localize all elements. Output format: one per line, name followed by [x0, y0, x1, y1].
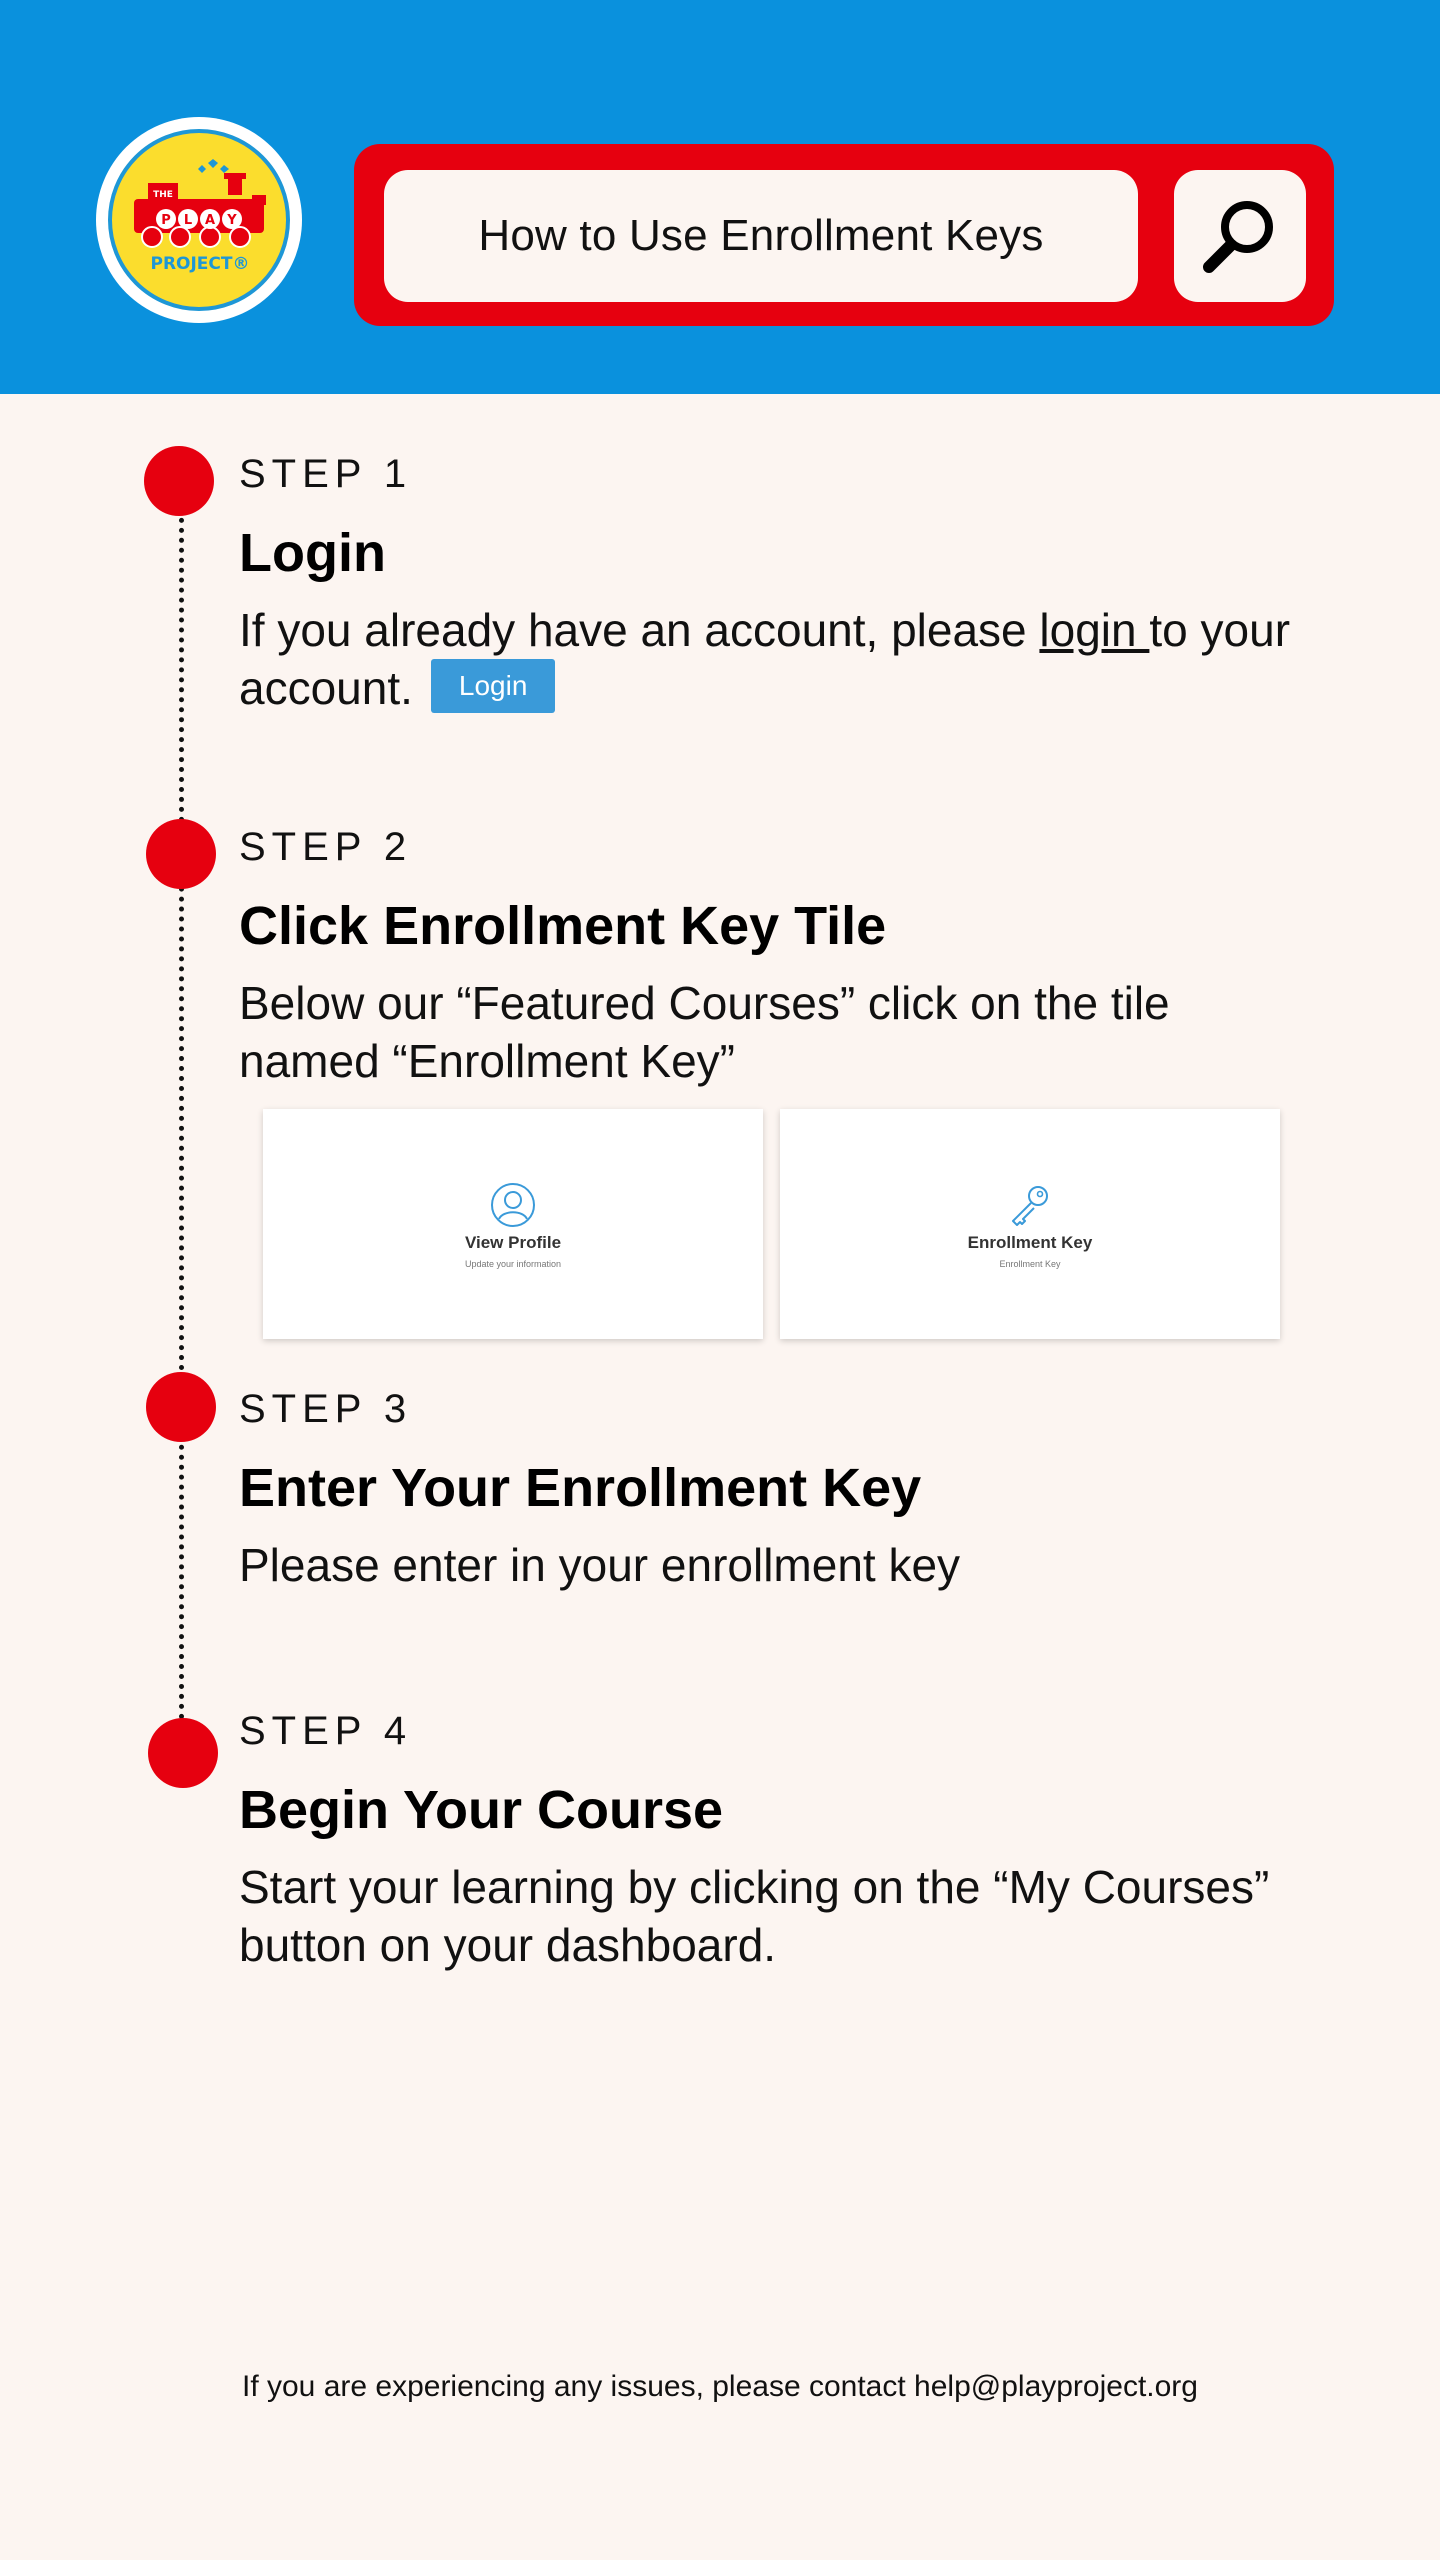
step-3-marker: [146, 1372, 216, 1442]
svg-text:Y: Y: [227, 213, 237, 228]
step-label: STEP 1: [239, 452, 413, 496]
tile-subtitle: Enrollment Key: [999, 1259, 1061, 1269]
search-query: How to Use Enrollment Keys: [478, 211, 1044, 260]
step-desc-text: to your account.: [239, 604, 1291, 715]
enrollment-key-tile[interactable]: [780, 1109, 1280, 1339]
tile-title: Enrollment Key: [967, 1233, 1093, 1252]
logo-word-project: PROJECT®: [150, 254, 250, 274]
search-bar: [354, 144, 1334, 326]
search-icon: [1195, 191, 1285, 281]
step-title: Click Enrollment Key Tile: [239, 896, 887, 956]
search-input[interactable]: [384, 170, 1138, 302]
step-1: [239, 454, 1299, 719]
timeline-dotted-line: [179, 478, 184, 1760]
tile-subtitle: Update your information: [464, 1259, 562, 1269]
step-title: Login: [239, 523, 386, 583]
user-icon: [489, 1181, 537, 1229]
step-4-marker: [148, 1718, 218, 1788]
svg-text:L: L: [183, 213, 193, 228]
step-1-marker: [144, 446, 214, 516]
step-2: [239, 827, 1299, 1090]
step-label: STEP 4: [239, 1709, 413, 1753]
step-description: Start your learning by clicking on the “My Courses” button on your dashboard.: [239, 1861, 1270, 1972]
step-title: Enter Your Enrollment Key: [239, 1458, 922, 1518]
step-2-marker: [146, 819, 216, 889]
support-footer: If you are experiencing any issues, please contact help@playproject.org: [241, 2370, 1198, 2403]
header: [0, 0, 1440, 394]
svg-text:P: P: [161, 213, 171, 228]
step-title: Begin Your Course: [239, 1780, 724, 1840]
step-3: [239, 1389, 1299, 1594]
search-button[interactable]: [1174, 170, 1306, 302]
step-description: [239, 601, 1299, 719]
step-label: STEP 2: [239, 825, 413, 869]
train-logo-icon: [112, 133, 286, 307]
step-desc-text: If you already have an account, please: [239, 604, 1040, 657]
svg-text:A: A: [204, 213, 216, 228]
step-description: Below our “Featured Courses” click on the tile named “Enrollment Key”: [239, 977, 1170, 1088]
play-project-logo[interactable]: [96, 117, 302, 323]
step-description: Please enter in your enrollment key: [239, 1539, 961, 1592]
tile-title: View Profile: [464, 1233, 562, 1252]
view-profile-tile[interactable]: [263, 1109, 763, 1339]
logo-badge: [108, 129, 290, 311]
login-button[interactable]: Login: [431, 659, 556, 713]
step-label: STEP 3: [239, 1387, 413, 1431]
logo-word-the: THE: [153, 190, 173, 200]
login-link[interactable]: login: [1039, 604, 1150, 657]
step-4: [239, 1711, 1299, 1974]
key-icon: [1005, 1181, 1055, 1231]
